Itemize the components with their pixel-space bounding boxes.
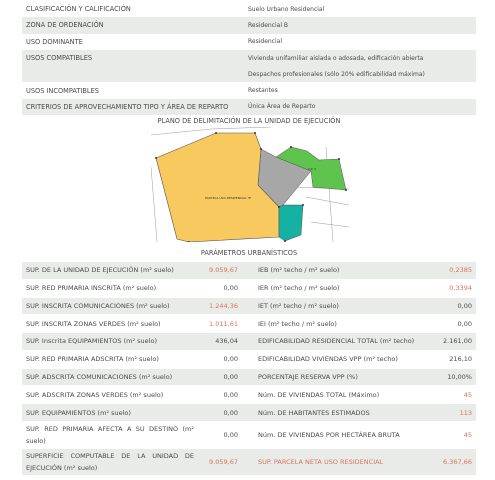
param-label-right: IEB (m² techo / m² suelo): [258, 266, 340, 275]
param-label-right: EDIFICABILIDAD VIVIENDAS VPP (m² techo): [258, 355, 398, 364]
param-value-right: 0,00: [457, 319, 472, 328]
classification-row: [22, 1, 476, 17]
row-label: CLASIFICACIÓN Y CALIFICACIÓN: [26, 5, 131, 14]
param-label-right: SUP. PARCELA NETA USO RESIDENCIAL: [258, 458, 384, 467]
param-value-right: 0,2385: [449, 266, 472, 275]
row-value: Residencial B: [248, 21, 289, 29]
param-value: 0,00: [223, 284, 238, 293]
param-value: 1.011,61: [209, 319, 238, 328]
param-label: SUP. EQUIPAMIENTOS (m² suelo): [26, 408, 131, 417]
param-value-right: 2.161,00: [443, 337, 472, 346]
row-value: Suelo Urbano Residencial: [248, 5, 325, 13]
equipment-zone: [279, 205, 303, 241]
param-label: SUP. RED PRIMARIA AFECTA A SU DESTINO (m² suelo): [26, 425, 194, 446]
parameter-row: [22, 333, 476, 350]
row-label: USOS COMPATIBLES: [26, 54, 93, 63]
param-label-right: PORCENTAJE RESERVA VPP (%): [258, 373, 358, 382]
parameter-row: [22, 298, 476, 315]
classification-row: [22, 17, 476, 33]
param-label: SUP. RED PRIMARIA ADSCRITA (m² suelo): [26, 355, 159, 364]
param-label: SUP. ADSCRITA ZONAS VERDES (m² suelo): [26, 390, 164, 399]
param-value-right: 45: [463, 431, 472, 440]
param-value-right: 0,00: [457, 301, 472, 310]
row-value: Residencial: [248, 38, 282, 46]
plan-title: PLANO DE DELIMITACIÓN DE LA UNIDAD DE EJECUCIÓN: [157, 117, 341, 125]
param-value: 0,00: [223, 431, 238, 440]
param-label-right: IER (m² techo / m² suelo): [258, 284, 340, 293]
classification-row: [22, 34, 476, 50]
row-label: USOS INCOMPATIBLES: [26, 86, 99, 95]
row-value: Vivienda unifamiliar aislada o adosada, edificación abierta: [248, 54, 424, 62]
parcel-label: PARCELA USO RESIDENCIAL 'B': [205, 196, 252, 200]
param-label: SUP. DE LA UNIDAD DE EJECUCIÓN (m² suelo): [26, 266, 174, 275]
classification-row: [22, 99, 476, 115]
param-label-right: IET (m² techo / m² suelo): [258, 301, 339, 310]
param-label: SUP. INSCRITA COMUNICACIONES (m² suelo): [26, 301, 170, 310]
param-value: 0,00: [223, 373, 238, 382]
parameter-row: [22, 315, 476, 332]
row-value: Única Área de Reparto: [248, 103, 316, 111]
param-label-right: Núm. DE HABITANTES ESTIMADOS: [258, 408, 370, 417]
param-value: 9.059,67: [209, 266, 238, 275]
param-value-right: 0,3394: [449, 284, 472, 293]
green-label: V.P. 3: [308, 167, 316, 171]
row-label: ZONA DE ORDENACIÓN: [26, 21, 104, 30]
param-value-right: 113: [459, 408, 472, 417]
row-value: Restantes: [248, 87, 278, 95]
param-value: 9.059,67: [209, 458, 238, 467]
param-label: SUP. RED PRIMARIA INSCRITA (m² suelo): [26, 284, 157, 293]
param-value-right: 45: [463, 390, 472, 399]
param-label: SUPERFICIE COMPUTABLE DE LA UNIDAD DE EJECUCIÓN (m² suelo): [26, 452, 194, 473]
parameter-row: [22, 351, 476, 368]
row-label: CRITERIOS DE APROVECHAMIENTO TIPO Y ÁREA DE REPARTO: [26, 102, 229, 111]
parameter-row: [22, 262, 476, 279]
param-label: SUP. INSCRITA ZONAS VERDES (m² suelo): [26, 319, 161, 328]
param-value-right: 10,00%: [447, 373, 472, 382]
classification-row: [22, 50, 476, 66]
parameter-row: [22, 387, 476, 404]
delimitation-plan-map: [151, 127, 349, 242]
row-value: Despachos profesionales (sólo 20% edificabilidad máxima): [248, 70, 425, 78]
param-value: 0,00: [223, 408, 238, 417]
parameter-row: [22, 404, 476, 421]
param-value: 0,00: [223, 390, 238, 399]
row-label: USO DOMINANTE: [26, 37, 83, 46]
param-label-right: EDIFICABILIDAD RESIDENCIAL TOTAL (m² techo): [258, 337, 415, 346]
param-value: 0,00: [223, 355, 238, 364]
parameter-row: [22, 369, 476, 386]
parameter-row: [22, 280, 476, 297]
param-value-right: 6.367,66: [443, 458, 472, 467]
classification-row: [22, 83, 476, 99]
param-label: SUP. Inscrita EQUIPAMIENTOS (m² suelo): [26, 337, 157, 346]
classification-row: [22, 66, 476, 82]
parameter-row: [22, 449, 476, 475]
param-value: 1.244,36: [209, 301, 238, 310]
param-value: 436,04: [215, 337, 238, 346]
param-label-right: IEI (m² techo / m² suelo): [258, 319, 337, 328]
param-label: SUP. ADSCRITA COMUNICACIONES (m² suelo): [26, 373, 173, 382]
parameter-row: [22, 422, 476, 448]
param-value-right: 216,10: [449, 355, 472, 364]
param-label-right: Núm. DE VIVIENDAS POR HECTÁREA BRUTA: [258, 431, 400, 440]
params-title: PARÁMETROS URBANÍSTICOS: [200, 249, 298, 257]
param-label-right: Núm. DE VIVIENDAS TOTAL (Máximo): [258, 390, 380, 399]
